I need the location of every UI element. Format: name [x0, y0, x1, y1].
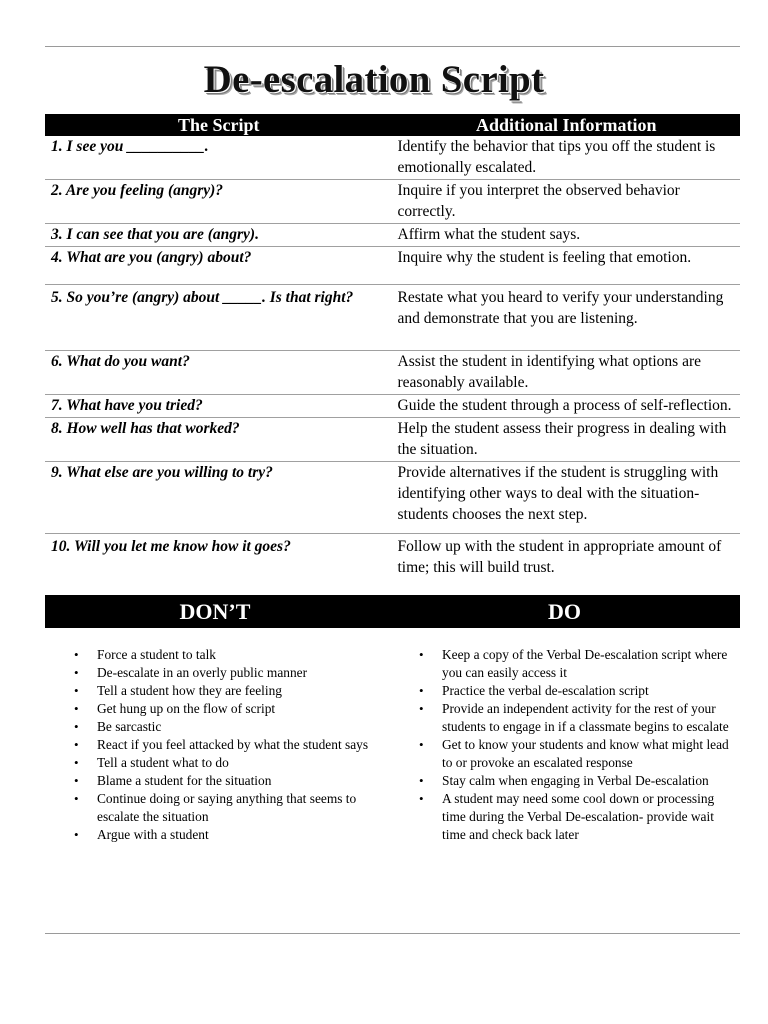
- table-row: [45, 224, 740, 247]
- list-item: • Tell a student what to do: [72, 754, 382, 772]
- list-item: • React if you feel attacked by what the student says: [72, 736, 382, 754]
- top-divider: [45, 46, 740, 47]
- table-header-row: [45, 114, 740, 136]
- script-line: 7. What have you tried?: [45, 395, 393, 418]
- script-line: 3. I can see that you are (angry).: [45, 224, 393, 247]
- dont-do-header-band: [45, 595, 740, 628]
- dont-heading: DON’T: [179, 599, 251, 624]
- additional-info: Guide the student through a process of self-reflection.: [393, 395, 741, 418]
- table-row: [45, 136, 740, 180]
- additional-info: Restate what you heard to verify your understanding and demonstrate that you are listening.: [393, 285, 741, 351]
- additional-info: Help the student assess their progress in dealing with the situation.: [393, 418, 741, 462]
- list-item: • A student may need some cool down or processing time during the Verbal De-escalation- provide wait time and check back later: [417, 790, 737, 844]
- bottom-divider: [45, 933, 740, 934]
- list-item: • Practice the verbal de-escalation script: [417, 682, 737, 700]
- header-additional-information: Additional Information: [393, 114, 741, 136]
- script-table: [45, 114, 740, 579]
- list-item: • De-escalate in an overly public manner: [72, 664, 382, 682]
- list-item: • Be sarcastic: [72, 718, 382, 736]
- script-line: 2. Are you feeling (angry)?: [45, 180, 393, 224]
- script-line: 5. So you’re (angry) about _____. Is that right?: [45, 285, 393, 351]
- list-item: • Keep a copy of the Verbal De-escalation script where you can easily access it: [417, 646, 737, 682]
- table-row: [45, 180, 740, 224]
- do-list: [417, 646, 737, 844]
- list-item: • Get hung up on the flow of script: [72, 700, 382, 718]
- table-row: [45, 462, 740, 534]
- list-item: • Provide an independent activity for the rest of your students to engage in if a classmate begins to escalate: [417, 700, 737, 736]
- table-row: [45, 534, 740, 580]
- list-item: • Get to know your students and know what might lead to or provoke an escalated response: [417, 736, 737, 772]
- script-line: 1. I see you __________.: [45, 136, 393, 180]
- script-line: 10. Will you let me know how it goes?: [51, 538, 291, 555]
- additional-info: Assist the student in identifying what options are reasonably available.: [393, 351, 741, 395]
- additional-info: Follow up with the student in appropriate amount of time; this will build trust.: [397, 538, 722, 576]
- page-title: De-escalation Script: [203, 58, 545, 101]
- list-item: • Tell a student how they are feeling: [72, 682, 382, 700]
- header-script: The Script: [45, 114, 393, 136]
- additional-info: Affirm what the student says.: [393, 224, 741, 247]
- additional-info: Inquire if you interpret the observed behavior correctly.: [393, 180, 741, 224]
- do-heading: DO: [548, 599, 581, 624]
- list-item: • Force a student to talk: [72, 646, 382, 664]
- table-row: [45, 247, 740, 285]
- list-item: • Blame a student for the situation: [72, 772, 382, 790]
- script-line: 6. What do you want?: [45, 351, 393, 395]
- table-row: [45, 351, 740, 395]
- script-line: 8. How well has that worked?: [45, 418, 393, 462]
- list-item: • Argue with a student: [72, 826, 382, 844]
- table-row: [45, 418, 740, 462]
- additional-info: Inquire why the student is feeling that emotion.: [393, 247, 741, 285]
- list-item: • Stay calm when engaging in Verbal De-escalation: [417, 772, 737, 790]
- script-line: 9. What else are you willing to try?: [45, 462, 393, 534]
- script-line: 4. What are you (angry) about?: [45, 247, 393, 285]
- dont-list: [72, 646, 382, 844]
- additional-info: Identify the behavior that tips you off the student is emotionally escalated.: [393, 136, 741, 180]
- list-item: • Continue doing or saying anything that seems to escalate the situation: [72, 790, 382, 826]
- table-row: [45, 285, 740, 351]
- table-row: [45, 395, 740, 418]
- additional-info: Provide alternatives if the student is struggling with identifying other ways to deal with the situation- students chooses the next step.: [393, 462, 741, 534]
